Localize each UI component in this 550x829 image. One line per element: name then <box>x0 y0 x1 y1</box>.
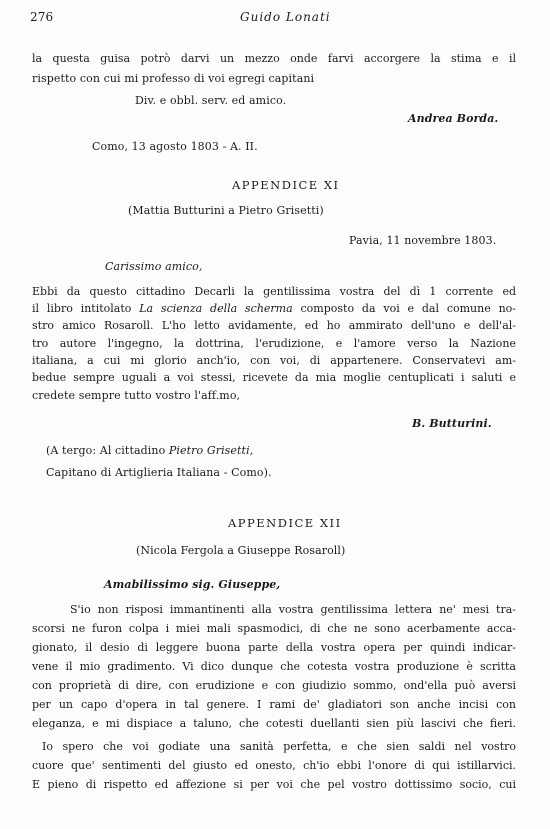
address-line: Capitano di Artiglieria Italiana - Como). <box>46 466 272 479</box>
address-line <box>46 444 253 457</box>
page-number: 276 <box>30 10 54 24</box>
text-line: scorsi ne furon colpa i miei mali spasmodici, di che ne sono acerbamente acca- <box>32 622 516 635</box>
text-line: Ebbi da questo cittadino Decarli la gentilissima vostra del dì 1 corrente ed <box>32 285 516 298</box>
appendix-title: APPENDICE XI <box>232 178 340 192</box>
text-line: stro amico Rosaroll. L'ho letto avidamente, ed ho ammirato dell'uno e dell'al- <box>32 319 516 332</box>
text-line: Io spero che voi godiate una sanità perfetta, e che sien saldi nel vostro <box>42 740 516 753</box>
text-line: credete sempre tutto vostro l'aff.mo, <box>32 389 241 402</box>
text-line: bedue sempre uguali a voi stessi, ricevete da mia moglie centuplicati i saluti e <box>32 371 516 384</box>
text-line: tro autore l'ingegno, la dottrina, l'erudizione, e l'amore verso la Nazione <box>32 337 516 350</box>
text-line <box>32 302 516 315</box>
signature: Andrea Borda. <box>408 112 499 125</box>
text-line: vene il mio gradimento. Vi dico dunque che cotesta vostra produzione è scritta <box>32 660 516 673</box>
text-line: E pieno di rispetto ed affezione si per voi che pel vostro dottissimo socio, cui <box>32 778 516 791</box>
text-fragment: composto da voi e dal comune no- <box>292 302 517 315</box>
address-text: (A tergo: Al cittadino <box>46 444 169 457</box>
text-line: rispetto con cui mi professo di voi egregi capitani <box>32 72 315 85</box>
appendix-subtitle: (Mattia Butturini a Pietro Grisetti) <box>128 204 324 217</box>
salutation: Carissimo amico, <box>105 260 203 273</box>
text-line: cuore que' sentimenti del giusto ed onesto, ch'io ebbi l'onore di qui istillarvici. <box>32 759 516 772</box>
appendix-title: APPENDICE XII <box>228 516 342 530</box>
text-line: la questa guisa potrò darvi un mezzo onde farvi accorgere la stima e il <box>32 52 516 65</box>
text-line: italiana, a cui mi glorio anch'io, con voi, di appartenere. Conservatevi am- <box>32 354 516 367</box>
text-fragment: il libro intitolato <box>32 302 140 315</box>
text-line: eleganza, e mi dispiace a taluno, che cotesti duellanti sien più lascivi che fieri. <box>32 717 516 730</box>
letter-closing: Div. e obbl. serv. ed amico. <box>135 94 287 107</box>
running-title: Guido Lonati <box>240 10 331 24</box>
salutation: Amabilissimo sig. Giuseppe, <box>104 578 281 591</box>
dateline: Pavia, 11 novembre 1803. <box>349 234 497 247</box>
signature: B. Butturini. <box>412 417 492 430</box>
text-line: con proprietà di dire, con erudizione e con giudizio sommo, ond'ella può aversi <box>32 679 516 692</box>
text-line: gionato, il desio di leggere buona parte della vostra opera per quindi indicar- <box>32 641 516 654</box>
text-line: per un capo d'opera in tal genere. I rami de' gladiatori son anche incisi con <box>32 698 516 711</box>
appendix-subtitle: (Nicola Fergola a Giuseppe Rosaroll) <box>136 544 346 557</box>
recipient-name: Pietro Grisetti, <box>168 444 254 457</box>
dateline: Como, 13 agosto 1803 - A. II. <box>92 140 258 153</box>
text-line: S'io non risposi immantinenti alla vostra gentilissima lettera ne' mesi tra- <box>70 603 516 616</box>
book-title: La scienza della scherma <box>139 302 293 315</box>
